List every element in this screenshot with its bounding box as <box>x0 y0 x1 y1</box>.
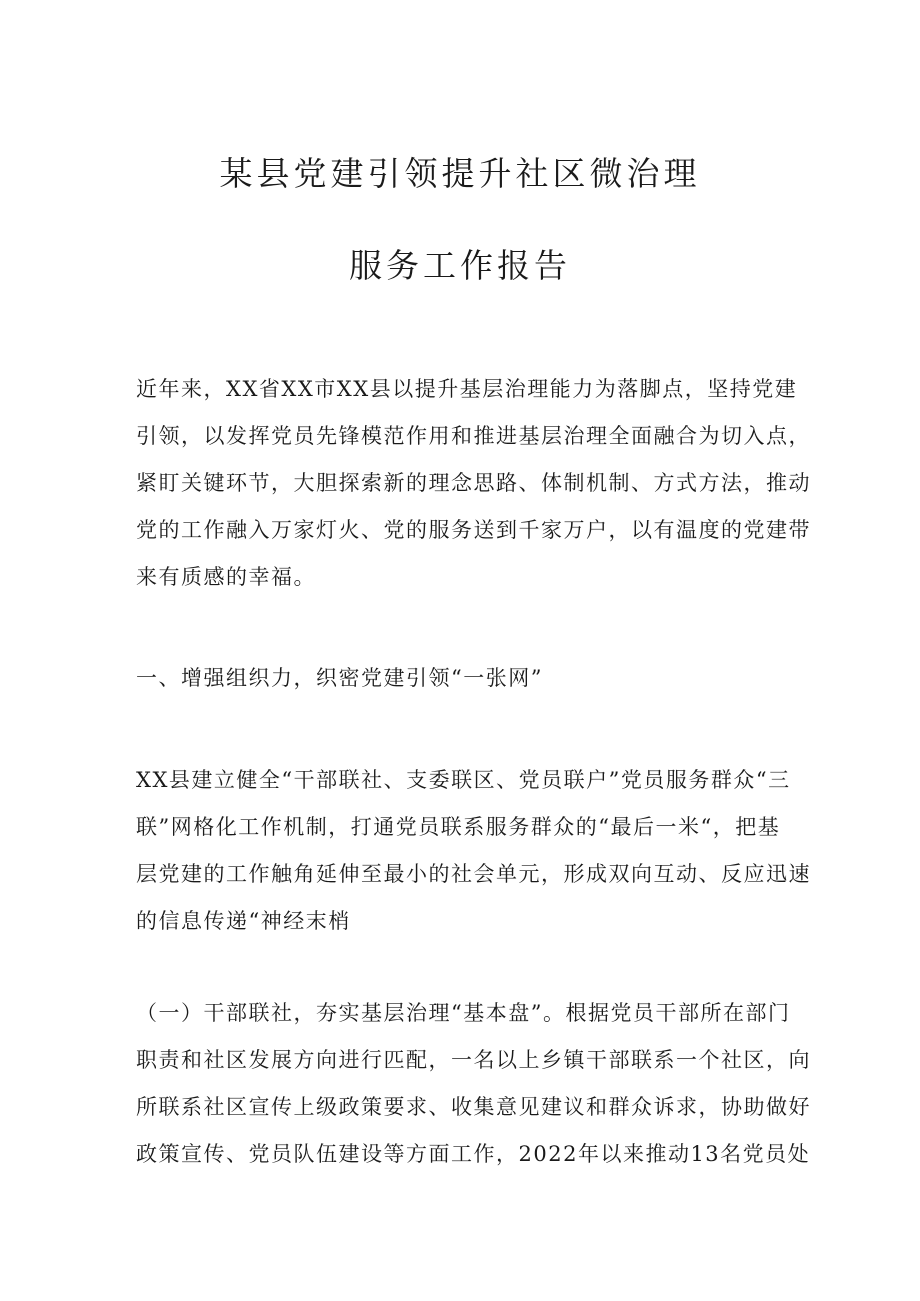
section-1-paragraph <box>136 757 811 945</box>
subsection-1-line: （一）干部联社，夯实基层治理“基本盘”。根据党员干部所在部门 <box>136 1001 791 1025</box>
section-1-line: 层党建的工作触角延伸至最小的社会单元，形成双向互动、反应迅速 <box>136 862 811 886</box>
intro-line: 紧盯关键环节，大胆探索新的理念思路、体制机制、方式方法，推动 <box>136 471 811 495</box>
subsection-1-paragraph <box>136 990 811 1178</box>
section-1-line: 的信息传递“神经末梢 <box>136 909 351 933</box>
section-1-heading <box>136 655 790 702</box>
intro-line: 党的工作融入万家灯火、党的服务送到千家万户，以有温度的党建带 <box>136 518 811 542</box>
intro-line: 近年来，XX省XX市XX县以提升基层治理能力为落脚点，坚持党建 <box>136 377 798 401</box>
section-1-line: 联”网格化工作机制，打通党员联系服务群众的“最后一米“，把基 <box>136 815 781 839</box>
subsection-1-line: 职责和社区发展方向进行匹配，一名以上乡镇干部联系一个社区，向 <box>136 1048 811 1072</box>
intro-line: 来有质感的幸福。 <box>136 565 316 589</box>
intro-paragraph <box>136 366 811 601</box>
intro-line: 引领，以发挥党员先锋模范作用和推进基层治理全面融合为切入点， <box>136 424 811 448</box>
section-1-line: XX县建立健全“干部联社、支委联区、党员联户”党员服务群众“三 <box>136 768 791 792</box>
subsection-1-line: 所联系社区宣传上级政策要求、收集意见建议和群众诉求，协助做好 <box>136 1095 811 1119</box>
document-title-line-1: 某县党建引领提升社区微治理 <box>219 154 701 193</box>
subsection-1-line: 政策宣传、党员队伍建设等方面工作，2022年以来推动13名党员处 <box>136 1142 811 1166</box>
document-title-line-2: 服务工作报告 <box>349 246 571 285</box>
section-heading-text: 一、增强组织力，织密党建引领“一张网” <box>136 666 543 690</box>
